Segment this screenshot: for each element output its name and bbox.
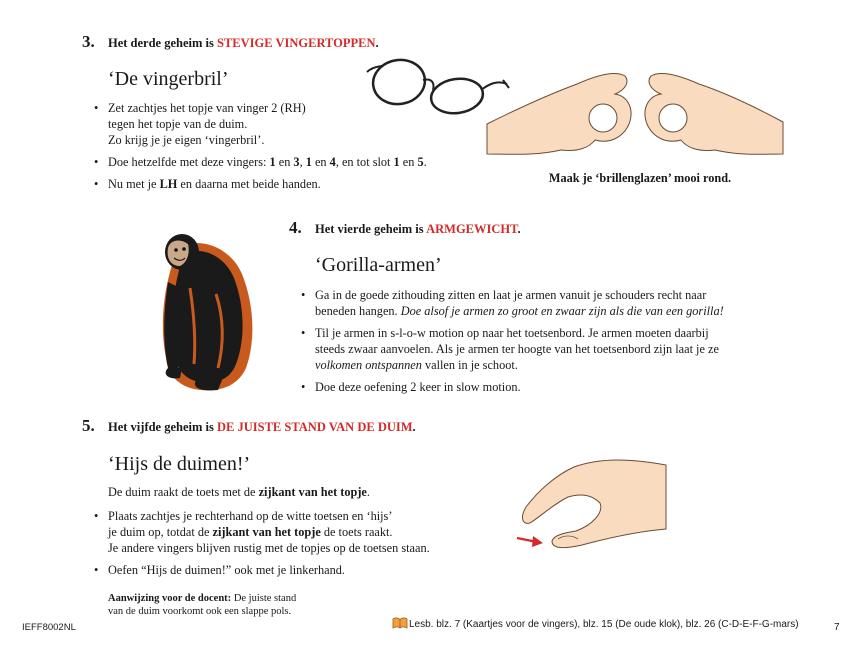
list-item: • Plaats zachtjes je rechterhand op de witte toetsen en ‘hijs’ je duim op, totdat de zijkant van het topje de toets raakt. Je andere vingers blijven rustig met de topjes op de toetsen staan. xyxy=(92,508,492,556)
gorilla-icon xyxy=(138,218,263,394)
section-5-number: 5. xyxy=(82,416,95,435)
list-item: • Doe deze oefening 2 keer in slow motion. xyxy=(299,379,799,395)
list-item: • Zet zachtjes het topje van vinger 2 (RH) tegen het topje van de duim. Zo krijg je je eigen ‘vingerbril’. xyxy=(92,100,472,148)
section-3-heading: Het derde geheim is STEVIGE VINGERTOPPEN. xyxy=(108,36,379,50)
section-3-subtitle: ‘De vingerbril’ xyxy=(108,68,229,90)
list-item: • Oefen “Hijs de duimen!” ook met je linkerhand. xyxy=(92,562,492,578)
section-5-list xyxy=(92,508,492,584)
hands-ok-icon xyxy=(485,62,785,167)
hands-caption: Maak je ‘brillenglazen’ mooi rond. xyxy=(548,171,732,185)
page-number: 7 xyxy=(834,622,840,633)
list-item: • Doe hetzelfde met deze vingers: 1 en 3, 1 en 4, en tot slot 1 en 5. xyxy=(92,154,472,170)
teacher-note: Aanwijzing voor de docent: De juiste stand van de duim voorkomt ook een slappe pols. xyxy=(108,593,297,617)
section-4-list xyxy=(299,287,799,401)
list-item: • Ga in de goede zithouding zitten en laat je armen vanuit je schouders recht naar beneden hangen. Doe alsof je armen zo groot en zwaar zijn als die van een gorilla! xyxy=(299,287,799,319)
book-references: Lesb. blz. 7 (Kaartjes voor de vingers), blz. 15 (De oude klok), blz. 26 (C-D-E-F-G-mars) xyxy=(409,619,799,630)
section-3-number: 3. xyxy=(82,32,95,51)
product-code: IEFF8002NL xyxy=(22,622,76,633)
list-item: • Til je armen in s-l-o-w motion op naar het toetsenbord. Je armen moeten daarbij steeds zwaar aanvoelen. Als je armen ter hoogte van het toetsenbord zijn laat je ze volkomen ontspannen vallen in je schoot. xyxy=(299,325,799,373)
section-5-subtitle: ‘Hijs de duimen!’ xyxy=(108,453,251,475)
list-item: • Nu met je LH en daarna met beide handen. xyxy=(92,176,472,192)
arrow-icon xyxy=(515,533,545,547)
section-5-heading: Het vijfde geheim is DE JUISTE STAND VAN DE DUIM. xyxy=(108,420,416,434)
section-5-intro-text: De duim raakt de toets met de zijkant van het topje. xyxy=(108,485,370,499)
section-4-subtitle: ‘Gorilla-armen’ xyxy=(315,254,442,276)
book-icon xyxy=(392,617,408,629)
section-4-number: 4. xyxy=(289,218,302,237)
section-4-heading: Het vierde geheim is ARMGEWICHT. xyxy=(315,222,521,236)
